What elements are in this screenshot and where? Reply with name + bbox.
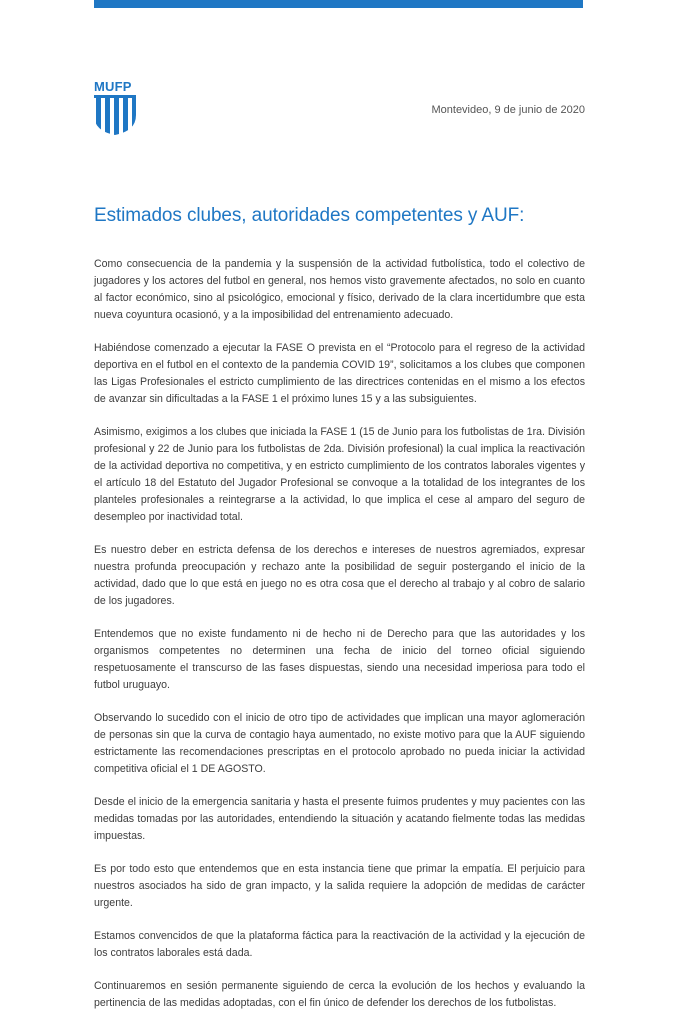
letter-body (94, 256, 585, 1028)
paragraph: Entendemos que no existe fundamento ni de hecho ni de Derecho para que las autoridades y los organismos competentes no determinen una fecha de inicio del torneo oficial siguiendo respetuosamente el transcurso de las fases dispuestas, siendo una necesidad imperiosa para todo el futbol uruguayo. (94, 628, 585, 691)
paragraph: Continuaremos en sesión permanente siguiendo de cerca la evolución de los hechos y evaluando la pertinencia de las medidas adoptadas, con el fin único de defender los derechos de los futbolistas. (94, 980, 585, 1009)
letter-date: Montevideo, 9 de junio de 2020 (431, 104, 585, 116)
mufp-logo (94, 80, 136, 136)
paragraph: Es nuestro deber en estricta defensa de los derechos e intereses de nuestros agremiados, expresar nuestra profunda preocupación y rechazo ante la posibilidad de seguir postergando el inicio de la actividad, dado que lo que está en juego no es otra cosa que el derecho al trabajo y al cobro de salario de los jugadores. (94, 544, 585, 607)
paragraph: Observando lo sucedido con el inicio de otro tipo de actividades que implican una mayor aglomeración de personas sin que la curva de contagio haya aumentado, no existe motivo para que la AUF siguiendo estrictamente las recomendaciones prescriptas en el protocolo aprobado no pueda iniciar la actividad competitiva oficial el 1 DE AGOSTO. (94, 712, 585, 775)
top-accent-bar (94, 0, 583, 8)
paragraph: Habiéndose comenzado a ejecutar la FASE O prevista en el “Protocolo para el regreso de la actividad deportiva en el futbol en el contexto de la pandemia COVID 19”, solicitamos a los clubes que componen las Ligas Profesionales el estricto cumplimiento de las directrices contenidas en el mismo a los efectos de avanzar sin dificultadas a la FASE 1 el próximo lunes 15 y a las subsiguientes. (94, 342, 585, 405)
paragraph: Como consecuencia de la pandemia y la suspensión de la actividad futbolística, todo el colectivo de jugadores y los actores del futbol en general, nos hemos visto gravemente afectados, no solo en cuanto al factor económico, sino al psicológico, emocional y físico, derivado de la clara incertidumbre que esta nueva coyuntura ocasionó, y a la imposibilidad del entrenamiento adecuado. (94, 258, 585, 321)
paragraph: Estamos convencidos de que la plataforma fáctica para la reactivación de la actividad y la ejecución de los contratos laborales está dada. (94, 930, 585, 959)
paragraph: Asimismo, exigimos a los clubes que iniciada la FASE 1 (15 de Junio para los futbolistas de 1ra. División profesional y 22 de Junio para los futbolistas de 2da. División profesional) la cual implica la reactivación de la actividad deportiva no competitiva, y en estricto cumplimiento de los contratos laborales vigentes y el artículo 18 del Estatuto del Jugador Profesional se convoque a la totalidad de los integrantes de los planteles profesionales a reintegrarse a la actividad, lo que implica el cese al amparo del seguro de desempleo por inactividad total. (94, 426, 585, 523)
letter-salutation: Estimados clubes, autoridades competentes y AUF: (94, 205, 525, 226)
paragraph: Es por todo esto que entendemos que en esta instancia tiene que primar la empatía. El perjuicio para nuestros asociados ha sido de gran impacto, y la salida requiere la adopción de medidas de carácter urgente. (94, 863, 585, 909)
logo-text: MUFP (94, 79, 132, 94)
paragraph: Desde el inicio de la emergencia sanitaria y hasta el presente fuimos prudentes y muy pacientes con las medidas tomadas por las autoridades, entendiendo la situación y acatando fielmente todas las medidas impuestas. (94, 796, 585, 842)
shield-stripes-icon (94, 95, 136, 135)
